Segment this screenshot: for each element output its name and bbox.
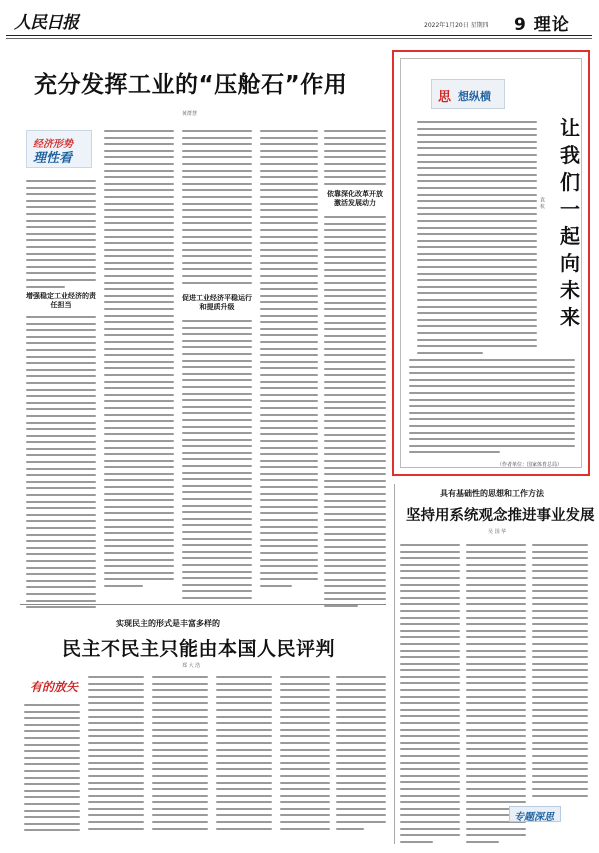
main-col-3b — [182, 320, 252, 604]
commentary-text-1 — [417, 121, 537, 358]
main-col-3 — [182, 130, 252, 288]
bottom-col-3 — [152, 676, 208, 834]
right-headline: 坚持用系统观念推进事业发展 — [406, 508, 595, 524]
page-number: 9 理论 — [514, 15, 570, 35]
right-col-3 — [532, 544, 588, 801]
main-col-1b — [26, 316, 96, 613]
column-badge — [509, 806, 561, 822]
bottom-headline: 民主不民主只能由本国人民评判 — [62, 638, 336, 660]
column-logo-bottom: 理性看 — [33, 151, 73, 166]
masthead-rule — [6, 38, 592, 39]
main-col-4 — [260, 130, 318, 592]
bottom-col-6 — [336, 676, 386, 834]
subhead-3: 依靠深化改革开放激活发展动力 — [327, 190, 383, 207]
main-byline: 黄群慧 — [182, 111, 198, 117]
column-logo-top: 经济形势 — [33, 139, 73, 150]
headline-char: 让 — [560, 116, 580, 140]
commentary-text-2 — [409, 359, 575, 458]
headline-char: 们 — [560, 170, 580, 194]
headline-char: 向 — [560, 251, 580, 275]
bottom-col-4 — [216, 676, 272, 834]
column-badge-label: 专题深思 — [514, 812, 554, 823]
bottom-byline: 郑 大 浩 — [182, 663, 201, 669]
commentary-box — [392, 50, 590, 476]
main-col-1 — [26, 180, 96, 292]
commentary-footnote: （作者单位：国家体育总局） — [497, 462, 563, 468]
commentary-byline: 袁 杭 — [539, 197, 545, 209]
section-divider — [20, 604, 386, 605]
bottom-col-1 — [24, 704, 80, 836]
headline-char: 一 — [560, 197, 580, 221]
main-col-2 — [104, 130, 174, 592]
column-logo-si: 思 — [438, 90, 452, 105]
column-divider — [394, 484, 395, 844]
column-logo-text: 有的放矢 — [30, 680, 79, 694]
commentary-headline — [559, 115, 581, 331]
headline-char: 来 — [560, 305, 580, 329]
bottom-col-5 — [280, 676, 330, 834]
main-col-5 — [324, 130, 386, 189]
headline-char: 我 — [560, 143, 580, 167]
right-col-1 — [400, 544, 460, 847]
newspaper-logo: 人民日报 — [14, 13, 78, 33]
subhead-2: 促进工业经济平稳运行和提质升级 — [182, 294, 252, 311]
right-col-2 — [466, 544, 526, 847]
column-logo-youdefangshi — [24, 676, 80, 698]
right-kicker: 具有基础性的思想和工作方法 — [440, 489, 544, 498]
right-byline: 吴 国 华 — [488, 529, 507, 535]
main-col-5b — [324, 216, 386, 612]
subhead-1: 增强稳定工业经济的责任担当 — [26, 292, 96, 309]
column-logo-sixiang — [431, 79, 505, 109]
headline-char: 未 — [560, 278, 580, 302]
newspaper-page — [6, 4, 595, 849]
masthead — [6, 4, 592, 36]
bottom-col-2 — [88, 676, 144, 834]
commentary-inner — [400, 58, 582, 468]
dateline: 2022年1月20日 星期四 — [424, 22, 489, 29]
column-logo-jingji — [26, 130, 92, 168]
bottom-kicker: 实现民主的形式是丰富多样的 — [116, 619, 220, 628]
main-headline: 充分发挥工业的“压舱石”作用 — [34, 72, 348, 98]
column-logo-zongheng: 想纵横 — [458, 90, 491, 103]
headline-char: 起 — [560, 224, 580, 248]
